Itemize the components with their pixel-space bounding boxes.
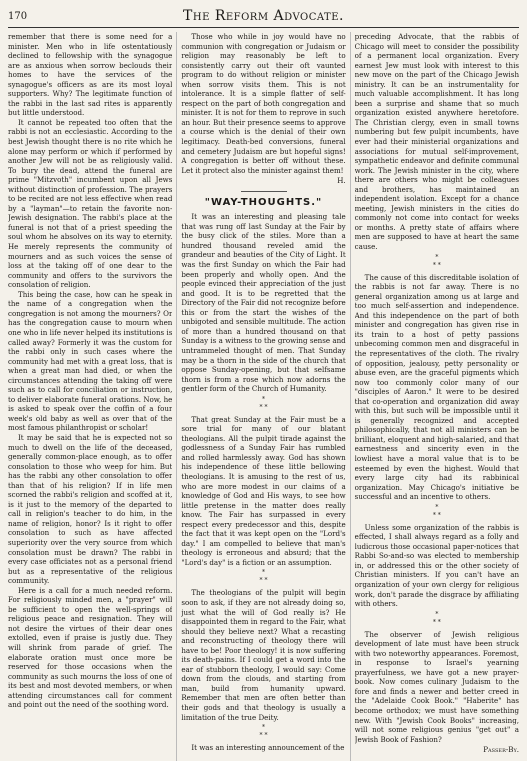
column-divider xyxy=(176,32,177,761)
paragraph: The theologians of the pulpit will begin soon to ask, if they are not already doing so, just what the will of God really is? He disappointed them in regard to the Fair, what should they believe next? What a recasting and reconstructing of theology there will have to be! Poor theology! it is now suffering its death-pains. If I could get a word into the ear of stubborn theology, I would say: Come down from the clouds, and starting from man, build from humanity upward. Remember that men are often better than their gods and that theology is usually a limitation of the true Deity. xyxy=(181,588,346,722)
column-3 xyxy=(355,32,519,761)
paragraph: This being the case, how can he speak in the name of a congregation when the congregation is not among the mourners? Or has the congregation cause to mourn when one who in life never helped its institutions is called away? Formerly it was the custom for the rabbi only in such cases where the community had met with a great loss, that is when a great man had died, or when the circumstances attending the taking off were such as to call for conciliation or instruction, to deliver elaborate funeral orations. Now, he is asked to speak over the coffin of a four week's old baby as well as over that of the most famous philanthropist or scholar! xyxy=(8,289,173,433)
asterism-separator: * * * xyxy=(432,503,441,519)
paragraph: preceding Advocate, that the rabbis of Chicago will meet to consider the possibility of a permanent local organization. Every earnest Jew must look with interest to this new move on the part of the Chicago Jewish ministry. It can be an instrumentality for much valuable accomplishment. It has long been a surprise and shame that so much organization existed anywhere heretofore. The Christian clergy, even in small towns numbering but few pulpit incumbents, have ever had their ministerial organizations and associations for mutual self-improvement, sympathetic endeavor and definite communal work. The Jewish minister in the city, where there are others who might be colleagues and brothers, has maintained an independent isolation. Except for a chance meeting, Jewish ministers in the cities do commonly not come into contact for weeks or months. A pretty state of affairs where men are supposed to have at heart the same cause. xyxy=(354,32,520,252)
article-columns xyxy=(8,32,519,761)
paragraph: Here is a call for a much needed reform. For religiously minded men, a "prayer" will be sufficient to open the well-springs of religious peace and resignation. They will not desire the virtues of their dear ones extolled, even if praise is justly due. They will shrink from parade of grief. The elaborate oration must once more be reserved for those occasions when the community as such mourns the loss of one of its best and most devoted members, or when attending circumstances call for comment and point out the need of the soothing word. xyxy=(8,585,173,710)
asterism-separator: * * * xyxy=(432,253,441,269)
page-number: 170 xyxy=(8,11,28,22)
paragraph: Those who while in joy would have no communion with congregation or Judaism or religion may reasonably be left to consistently carry out their oft vaunted program to do without religion or minister when sorrow visits them. This is not intolerance. It is a simple flatter of self-respect on the part of both congregation and minister. It is not for them to reprove in such an hour. But their presence seems to approve a course which is the denial of their own legitimacy. Death-bed conversions, funeral and cemetery Judaism are but hopeful signs! A congregation is better off without these. Let it protect also the minister against them! xyxy=(181,32,346,175)
asterism-separator: * * * xyxy=(259,395,268,411)
section-ornament xyxy=(181,191,345,192)
column-1 xyxy=(8,32,172,761)
paragraph: remember that there is some need for a minister. Men who in life ostentatiously declined to fellowship with the synagogue are as anxious when sorrow beclouds their homes to have the services of the synagogue's officers as are its most loyal supporters. Why? The legitimate function of the rabbi in the last sad rites is apparently but little understood. xyxy=(8,32,173,118)
paragraph: Unless some organization of the rabbis is effected, I shall always regard as a folly and ludicrous those occasional paper-notices that Rabbi So-and-so was elected to membership in, or addressed this or the other society of Christian ministers. If you can't have an organization of your own clergy for religious work, don't parade the disgrace by affiliating with others. xyxy=(354,522,520,609)
paragraph: The observer of Jewish religious development of late must have been struck with two noteworthy appearances. Foremost, in response to Israel's yearning prayerfulness, we have got a new prayer-book. Now comes culinary Judaism to the fore and finds a newer and better creed in the "Adelaide Cook Book." "Haberite" has become orthodox; we must have something new. With "Jewish Cook Books" increasing, will not some religious genius "get out" a Jewish Book of Fashion? xyxy=(354,629,520,744)
signature: H. xyxy=(337,176,346,186)
asterism-separator: * * * xyxy=(259,569,268,585)
asterism-separator: * * * xyxy=(432,610,441,626)
paragraph: It was an interesting and pleasing tale that was rung off last Sunday at the Fair by the busy click of the stiles. More than a hundred thousand reveled amid the grandeur and beauties of the City of Light. It was the first Sunday on which the Fair had been properly and wholly open. And the people evinced their appreciation of the just and good. It is to be regretted that the Directory of the Fair did not recognize before this or from the start the wishes of the unbigoted and sensible multitude. The action of more than a hundred thousand on that Sunday is a witness to the growing sense and untrammeled thought of men. That Sunday may be a thorn in the side of the church that oppose Sunday-opening, but that selfsame thorn is from a rose which now adorns the gentler form of the Church of Humanity. xyxy=(181,212,346,394)
column-2 xyxy=(181,32,345,761)
section-heading: "WAY-THOUGHTS." xyxy=(204,196,323,208)
paragraph: The cause of this discreditable isolation of the rabbis is not far away. There is no general organization among us at large and too much self-assertion and independence. And this independence on the part of both minister and congregation has given rise in its train to a host of petty passions unbecoming common men and disgraceful in the representatives of the cloth. The rivalry of opposition, jealousy, petty personality or abuse even, are the graceful pigments which now too commonly color many of our "disciples of Aaron." It were to be desired that co-operation and organization did away with this, but such will be impossible until it is generally recognized and accepted philosophically, that not all ministers can be brilliant, eloquent and high-salaried, and that earnestness and sincerity even in the lowliest have a moral value that is to be esteemed by even the highest. Would that every large city had its rabbinical organization. May Chicago's initiative be successful and an incentive to others. xyxy=(354,272,520,502)
paragraph: That great Sunday at the Fair must be a sore trial for many of our blatant theologians. All the pulpit tirade against the godlessness of a Sunday Fair has rumbled and rolled harmlessly away. God has shown his independence of these little bellowing theologians. It is amusing to the rest of us, who are more modest in our claims of a knowledge of God and His ways, to see how little pretense in the matter does really know. The Fair has surpassed in every respect every predecessor and this, despite the fact that it was kept open on the "Lord's day." I am compelled to believe that man's theology is erroneous and absurd; that the "Lord's day" is a fiction or an assumption. xyxy=(181,414,346,567)
page-header xyxy=(8,5,519,28)
asterism-separator: * * * xyxy=(259,724,268,740)
signature: Passer-By. xyxy=(483,745,520,755)
column-divider xyxy=(350,32,351,761)
paragraph: It was an interesting announcement of the xyxy=(191,743,345,753)
paragraph: It cannot be repeated too often that the rabbi is not an ecclesiastic. According to the best Jewish thought there is no rite which he alone may perform or which if performed by another Jew will not be as religiously valid. To bury the dead, attend the funeral are prime "Mitzvoth" incumbent upon all Jews without distinction of profession. The prayers to be recited are not less effective when read by a "layman"—to retain the favorite non-Jewish designation. The rabbi's place at the funeral is not that of a priest speeding the soul whom he absolves on its way to eternity. He merely represents the community of mourners and as such voices the sense of loss at the taking off of one dear to the community and offers to the survivors the consolation of religion. xyxy=(8,117,173,290)
paragraph: It may be said that he is expected not so much to dwell on the life of the deceased, generally common-place enough, as to offer consolation to those who weep for him. But has the rabbi any other consolation to offer than that of his religion? If in life men scorned the rabbi's religion and scoffed at it, is it just to the memory of the departed to call in religion's teacher to do him, in the name of religion, honor? Is it right to offer consolation to such as have affected superiority over the very source from which consolation must be drawn? The rabbi in every case officiates not as a personal friend but as a representative of the religious community. xyxy=(8,432,173,586)
publication-title: The Reform Advocate. xyxy=(183,8,344,24)
